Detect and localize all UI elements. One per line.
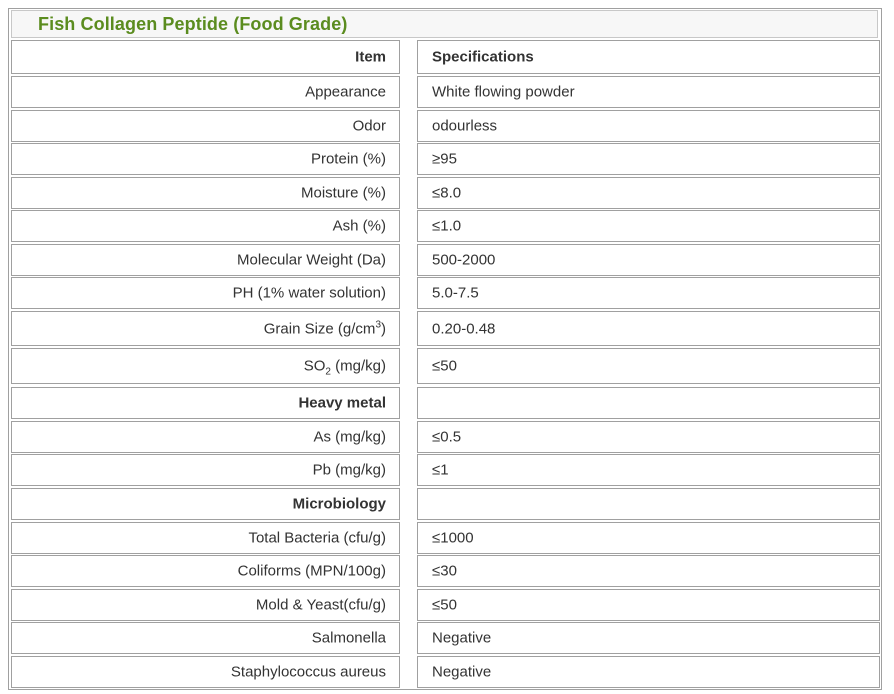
header-item: Item (355, 48, 386, 66)
table-row (0, 454, 894, 486)
table-row (0, 348, 894, 384)
spec-value: odourless (432, 117, 498, 135)
item-label: Salmonella (311, 629, 386, 647)
table-row (0, 656, 894, 688)
item-label: Protein (%) (310, 150, 386, 168)
spec-value: White flowing powder (432, 83, 575, 101)
item-label: $SO_2$ (mg/kg) (303, 357, 386, 378)
table-row (0, 177, 894, 209)
table-section-row (0, 488, 894, 520)
table-row (0, 421, 894, 453)
spec-value: ≤50 (432, 357, 457, 375)
spec-value: ≤50 (432, 596, 457, 614)
item-label: Ash (%) (332, 217, 386, 235)
item-label: Appearance (305, 83, 386, 101)
spec-value: Negative (432, 663, 492, 681)
table-row (0, 143, 894, 175)
item-label: Mold & Yeast(cfu/g) (255, 596, 386, 614)
section-heading: Microbiology (292, 495, 386, 513)
table-row (0, 277, 894, 309)
item-label: Moisture (%) (300, 184, 386, 202)
item-label: Odor (352, 117, 386, 135)
item-label: Grain Size $(g/cm^3)$ (263, 319, 386, 337)
table-row (0, 244, 894, 276)
spec-value: 500-2000 (432, 251, 496, 269)
table-row (0, 311, 894, 346)
item-label: Staphylococcus aureus (230, 663, 386, 681)
table-row (0, 589, 894, 621)
table-row (0, 210, 894, 242)
item-label: Total Bacteria (cfu/g) (248, 529, 386, 547)
item-label: Molecular Weight (Da) (237, 251, 386, 269)
spec-value: Negative (432, 629, 492, 647)
item-label: As (mg/kg) (313, 428, 386, 446)
spec-value: ≥95 (432, 150, 457, 168)
spec-value: ≤8.0 (432, 184, 462, 202)
table-section-row (0, 387, 894, 419)
table-title-bar (11, 10, 878, 38)
table-header-row (0, 40, 894, 74)
table-row (0, 622, 894, 654)
spec-value: ≤1000 (432, 529, 474, 547)
spec-value: ≤1.0 (432, 217, 462, 235)
spec-value: ≤30 (432, 562, 457, 580)
table-row (0, 555, 894, 587)
spec-value: 5.0-7.5 (432, 284, 479, 302)
table-row (0, 110, 894, 142)
header-specifications: Specifications (432, 48, 534, 66)
item-label: PH (1% water solution) (232, 284, 386, 302)
spec-value: 0.20-0.48 (432, 320, 496, 337)
item-label: Pb (mg/kg) (312, 461, 386, 479)
spec-value: ≤0.5 (432, 428, 462, 446)
header-item-cell (11, 40, 400, 74)
table-title: Fish Collagen Peptide (Food Grade) (38, 14, 348, 34)
table-row (0, 76, 894, 108)
item-label: Coliforms (MPN/100g) (237, 562, 386, 580)
header-specifications-cell (417, 40, 880, 74)
spec-value: ≤1 (432, 461, 449, 479)
section-heading: Heavy metal (298, 394, 386, 412)
table-row (0, 522, 894, 554)
